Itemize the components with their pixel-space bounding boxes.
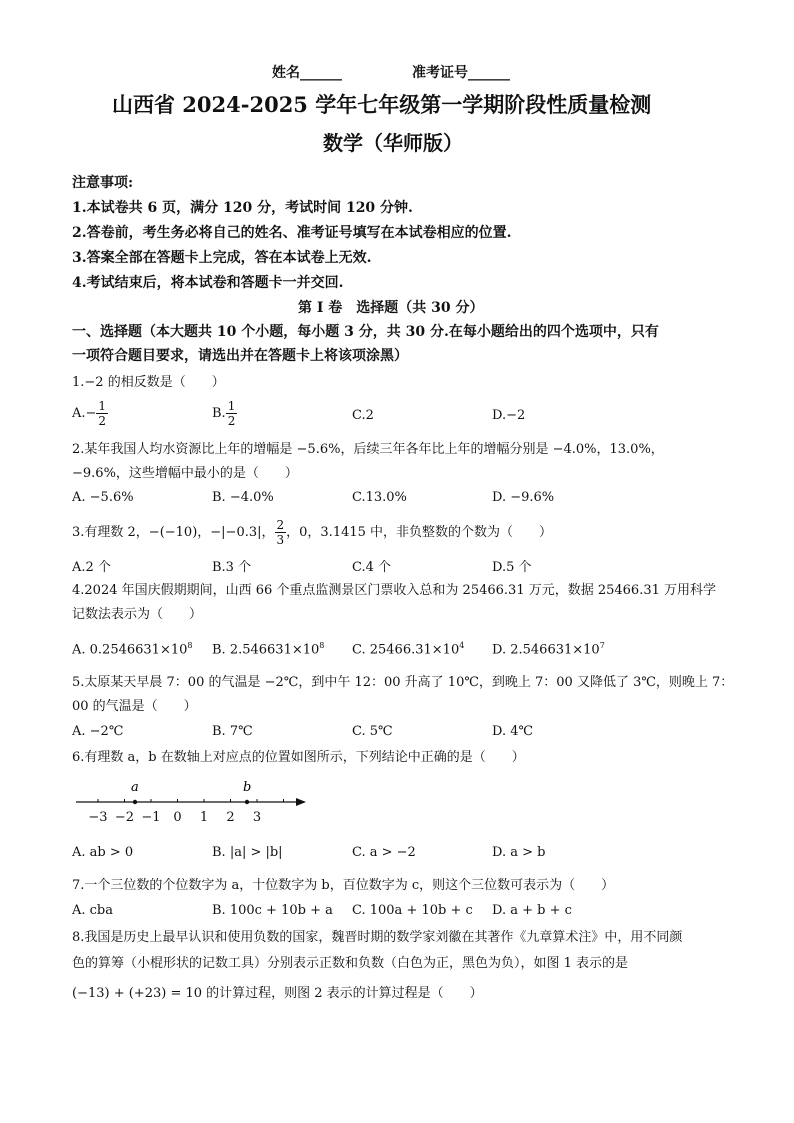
section-instruction-cont: 一项符合题目要求，请选出并在答题卡上将该项涂黑）	[72, 348, 408, 364]
q4-a-base: A. 0.2546631×10	[72, 642, 188, 658]
exam-id-field-label: 准考证号______	[412, 65, 510, 81]
name-field-label: 姓名______	[272, 65, 342, 81]
q2-option-c: C.13.0%	[352, 490, 407, 505]
q2-option-d: D. −9.6%	[492, 490, 555, 505]
q3-stem-part1: 3.有理数 2，−(−10)，−|−0.3|，	[72, 525, 275, 540]
q2-option-a: A. −5.6%	[72, 490, 134, 505]
q4-option-d	[492, 641, 605, 657]
section-instruction: 一、选择题（本大题共 10 个小题，每小题 3 分，共 30 分.在每小题给出的四个选项中，只有	[72, 324, 659, 340]
numerator: 2	[276, 518, 285, 532]
q7-option-c: C. 100a + 10b + c	[352, 903, 473, 918]
q4-option-c	[352, 641, 464, 657]
q3-option-d: D.5 个	[492, 560, 532, 575]
denominator: 2	[227, 414, 236, 428]
q1-option-a	[72, 399, 108, 428]
arrow-right-icon	[296, 798, 306, 806]
point-a-label: a	[131, 780, 139, 795]
q3-fraction	[275, 518, 287, 547]
numerator: 1	[98, 399, 107, 413]
q2-stem-cont: −9.6%，这些增幅中最小的是（ ）	[72, 466, 298, 481]
number-line-figure	[72, 776, 312, 828]
q1-option-d: D.−2	[492, 408, 526, 423]
q6-option-b: B. |a| > |b|	[212, 845, 283, 860]
q4-d-exponent: 7	[599, 641, 605, 650]
denominator: 2	[98, 414, 107, 428]
q1-stem: 1.−2 的相反数是（ ）	[72, 375, 225, 390]
q8-stem-cont: 色的算筹（小棍形状的记数工具）分别表示正数和负数（白色为正，黑色为负），如图 1 表示的是	[72, 956, 629, 971]
q5-stem-cont: 00 的气温是（ ）	[72, 699, 197, 714]
note-item: 3.答案全部在答题卡上完成，答在本试卷上无效.	[72, 250, 372, 266]
q3-stem-part2: ，0，3.1415 中，非负整数的个数为（ ）	[286, 525, 553, 540]
q3-stem	[72, 516, 552, 550]
q1-a-fraction	[96, 399, 108, 428]
note-item: 1.本试卷共 6 页，满分 120 分，考试时间 120 分钟.	[72, 200, 413, 216]
point-b	[245, 800, 249, 804]
number-line-tick-label: 3	[252, 810, 262, 825]
q6-option-a: A. ab > 0	[72, 845, 134, 860]
q1-b-prefix: B.	[212, 406, 226, 421]
q4-c-base: C. 25466.31×10	[352, 642, 460, 658]
q4-option-a	[72, 641, 192, 657]
notes-heading: 注意事项:	[72, 175, 134, 191]
number-line-tick-label: 0	[173, 810, 182, 825]
q1-a-prefix: A.−	[72, 406, 97, 421]
q4-a-exponent: 8	[187, 641, 193, 650]
q1-b-fraction	[226, 399, 238, 428]
q1-option-c: C.2	[352, 408, 374, 423]
number-line-tick-label: −3	[88, 810, 108, 825]
q4-b-base: B. 2.546631×10	[212, 642, 320, 658]
point-b-label: b	[243, 780, 252, 795]
number-line-labels	[88, 810, 261, 825]
q1-option-b	[212, 399, 237, 428]
number-line-tick-label: −2	[114, 810, 135, 825]
q5-stem: 5.太原某天早晨 7：00 的气温是 −2℃，到中午 12：00 升高了 10℃，到晚上 7：00 又降低了 3℃，则晚上 7：	[72, 675, 734, 690]
q7-option-d: D. a + b + c	[492, 903, 572, 918]
q6-stem: 6.有理数 a，b 在数轴上对应点的位置如图所示，下列结论中正确的是（ ）	[72, 750, 525, 765]
section-title: 第 I 卷 选择题（共 30 分）	[298, 300, 484, 316]
q5-option-c: C. 5℃	[352, 724, 393, 739]
number-line-tick-label: −1	[141, 810, 161, 825]
number-line-tick-label: 2	[226, 810, 235, 825]
q8-stem: 8.我国是历史上最早认识和使用负数的国家，魏晋时期的数学家刘徽在其著作《九章算术注》中，用不同颜	[72, 930, 683, 945]
q3-option-a: A.2 个	[72, 560, 111, 575]
q3-option-c: C.4 个	[352, 560, 392, 575]
q4-b-exponent: 8	[319, 641, 325, 650]
q5-option-b: B. 7℃	[212, 724, 253, 739]
q4-c-exponent: 4	[459, 641, 465, 650]
exam-subtitle: 数学（华师版）	[323, 131, 463, 155]
q7-option-a: A. cba	[72, 903, 114, 918]
q2-stem: 2.某年我国人均水资源比上年的增幅是 −5.6%，后续三年各年比上年的增幅分别是 −4.0%，13.0%，	[72, 442, 664, 457]
number-line-tick-label: 1	[199, 810, 209, 825]
denominator: 3	[276, 533, 285, 547]
q8-stem-cont2: (−13) + (+23) = 10 的计算过程，则图 2 表示的计算过程是（ ）	[72, 986, 483, 1001]
q2-option-b: B. −4.0%	[212, 490, 274, 505]
numerator: 1	[227, 399, 236, 413]
note-item: 2.答卷前，考生务必将自己的姓名、准考证号填写在本试卷相应的位置.	[72, 225, 512, 241]
q6-option-c: C. a > −2	[352, 845, 416, 860]
q6-option-d: D. a > b	[492, 845, 546, 860]
q4-option-b	[212, 641, 324, 657]
q5-option-d: D. 4℃	[492, 724, 534, 739]
q5-option-a: A. −2℃	[72, 724, 124, 739]
q4-stem: 4.2024 年国庆假期期间，山西 66 个重点监测景区门票收入总和为 25466.31 万元，数据 25466.31 万用科学	[72, 583, 717, 598]
q7-option-b: B. 100c + 10b + a	[212, 903, 333, 918]
q3-option-b: B.3 个	[212, 560, 252, 575]
point-a	[133, 800, 137, 804]
q4-stem-cont: 记数法表示为（ ）	[72, 607, 203, 622]
exam-title: 山西省 2024-2025 学年七年级第一学期阶段性质量检测	[112, 92, 652, 117]
q7-stem: 7.一个三位数的个位数字为 a，十位数字为 b，百位数字为 c，则这个三位数可表示为（ ）	[72, 878, 615, 893]
note-item: 4.考试结束后，将本试卷和答题卡一并交回.	[72, 275, 344, 291]
q4-d-base: D. 2.546631×10	[492, 642, 600, 658]
